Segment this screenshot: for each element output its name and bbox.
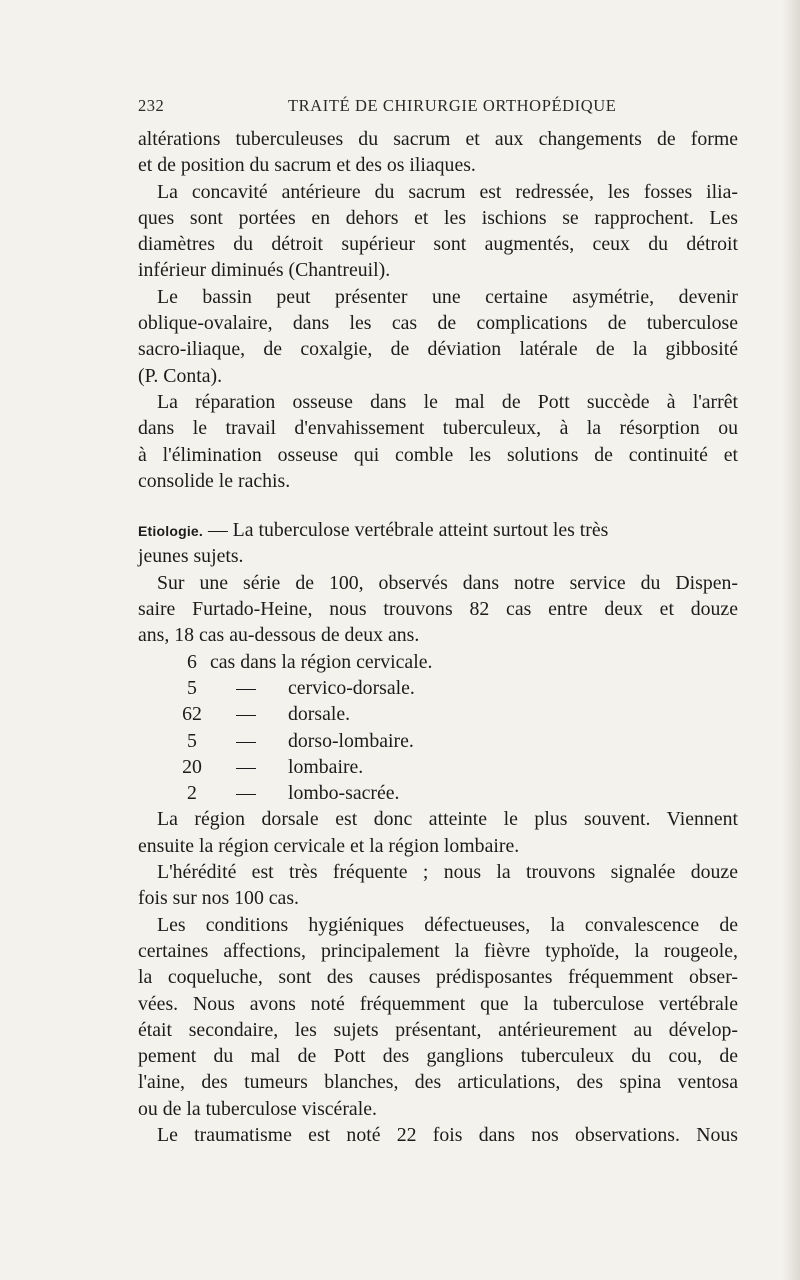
text-run: — La tuberculose vertébrale atteint surtout les très xyxy=(203,519,609,542)
text-line: Le traumatisme est noté 22 fois dans nos observations. Nous xyxy=(157,1123,738,1146)
text-line: La réparation osseuse dans le mal de Pott succède à l'arrêt xyxy=(157,390,738,413)
region-statistics-table xyxy=(138,649,738,807)
paragraph xyxy=(138,1122,738,1148)
case-count: 5 xyxy=(187,729,197,752)
text-line: L'hérédité est très fréquente ; nous la trouvons signalée douze xyxy=(157,861,738,884)
table-row xyxy=(138,780,738,806)
text-line: certaines affections, principalement la fièvre typhoïde, la rougeole, xyxy=(138,939,738,962)
table-row xyxy=(138,701,738,727)
paragraph xyxy=(138,179,738,284)
case-count: 20 xyxy=(182,755,202,778)
row-text: cas dans la région cervicale. xyxy=(210,650,433,673)
table-row xyxy=(138,754,738,780)
text-line: dans le travail d'envahissement tuberculeux, à la résorption ou xyxy=(138,417,738,440)
table-row xyxy=(138,675,738,701)
text-line: ensuite la région cervicale et la région lombaire. xyxy=(138,834,520,857)
text-line: diamètres du détroit supérieur sont augmentés, ceux du détroit xyxy=(138,233,738,256)
text-line: et de position du sacrum et des os iliaques. xyxy=(138,154,476,177)
ditto-dash: — xyxy=(236,703,256,726)
ditto-dash: — xyxy=(236,729,256,752)
text-line: La concavité antérieure du sacrum est redressée, les fosses ilia- xyxy=(157,180,738,203)
paragraph xyxy=(138,859,738,912)
text-line: était secondaire, les sujets présentant, antérieurement au dévelop- xyxy=(138,1018,738,1041)
text-line: vées. Nous avons noté fréquemment que la tuberculose vertébrale xyxy=(138,992,738,1015)
text-line: inférieur diminués (Chantreuil). xyxy=(138,259,391,282)
region-label: dorsale. xyxy=(288,703,351,726)
region-label: dorso-lombaire. xyxy=(288,729,414,752)
text-line: sacro-iliaque, de coxalgie, de déviation latérale de la gibbosité xyxy=(138,338,738,361)
text-line: saire Furtado-Heine, nous trouvons 82 cas entre deux et douze xyxy=(138,598,738,621)
table-row xyxy=(138,649,738,675)
text-line: ou de la tuberculose viscérale. xyxy=(138,1097,377,1120)
text-line: pement du mal de Pott des ganglions tuberculeux du cou, de xyxy=(138,1045,738,1068)
paragraph xyxy=(138,389,738,494)
text-line: à l'élimination osseuse qui comble les solutions de continuité et xyxy=(138,443,738,466)
text-line: Sur une série de 100, observés dans notre service du Dispen- xyxy=(157,571,738,594)
text-line: fois sur nos 100 cas. xyxy=(138,887,299,910)
case-count: 2 xyxy=(187,782,197,805)
text-line: ques sont portées en dehors et les ischions se rapprochent. Les xyxy=(138,206,738,229)
text-line: consolide le rachis. xyxy=(138,469,291,492)
running-title: TRAITÉ DE CHIRURGIE ORTHOPÉDIQUE xyxy=(288,96,617,115)
text-line: altérations tuberculeuses du sacrum et aux changements de forme xyxy=(138,128,738,150)
case-count: 5 xyxy=(187,676,197,699)
text-line: la coqueluche, sont des causes prédisposantes fréquemment obser- xyxy=(138,966,738,989)
table-row xyxy=(138,728,738,754)
text-line xyxy=(138,517,738,543)
case-count: 6 xyxy=(187,650,197,673)
ditto-dash: — xyxy=(236,782,256,805)
ditto-dash: — xyxy=(236,676,256,699)
region-label: lombaire. xyxy=(288,755,364,778)
page-edge-shadow xyxy=(782,0,800,1280)
region-label: cervico-dorsale. xyxy=(288,676,415,699)
ditto-dash: — xyxy=(236,755,256,778)
paragraph xyxy=(138,912,738,1122)
paragraph xyxy=(138,284,738,389)
paragraph xyxy=(138,570,738,649)
body-text xyxy=(138,116,738,1148)
paragraph xyxy=(138,806,738,859)
etiologie-paragraph xyxy=(138,517,738,570)
text-line: oblique-ovalaire, dans les cas de complications de tuberculose xyxy=(138,312,738,335)
paragraph xyxy=(138,126,738,179)
section-keyword: Etiologie. xyxy=(138,523,203,540)
text-line: (P. Conta). xyxy=(138,364,223,387)
text-line: ans, 18 cas au-dessous de deux ans. xyxy=(138,624,420,647)
text-line: La région dorsale est donc atteinte le plus souvent. Viennent xyxy=(157,808,738,831)
text-line: jeunes sujets. xyxy=(138,545,244,568)
text-line: Le bassin peut présenter une certaine asymétrie, devenir xyxy=(157,285,738,308)
text-line: Les conditions hygiéniques défectueuses, la convalescence de xyxy=(157,913,738,936)
page-number: 232 xyxy=(138,96,165,115)
text-line: l'aine, des tumeurs blanches, des articulations, des spina ventosa xyxy=(138,1071,738,1094)
case-count: 62 xyxy=(182,703,202,726)
region-label: lombo-sacrée. xyxy=(288,782,400,805)
